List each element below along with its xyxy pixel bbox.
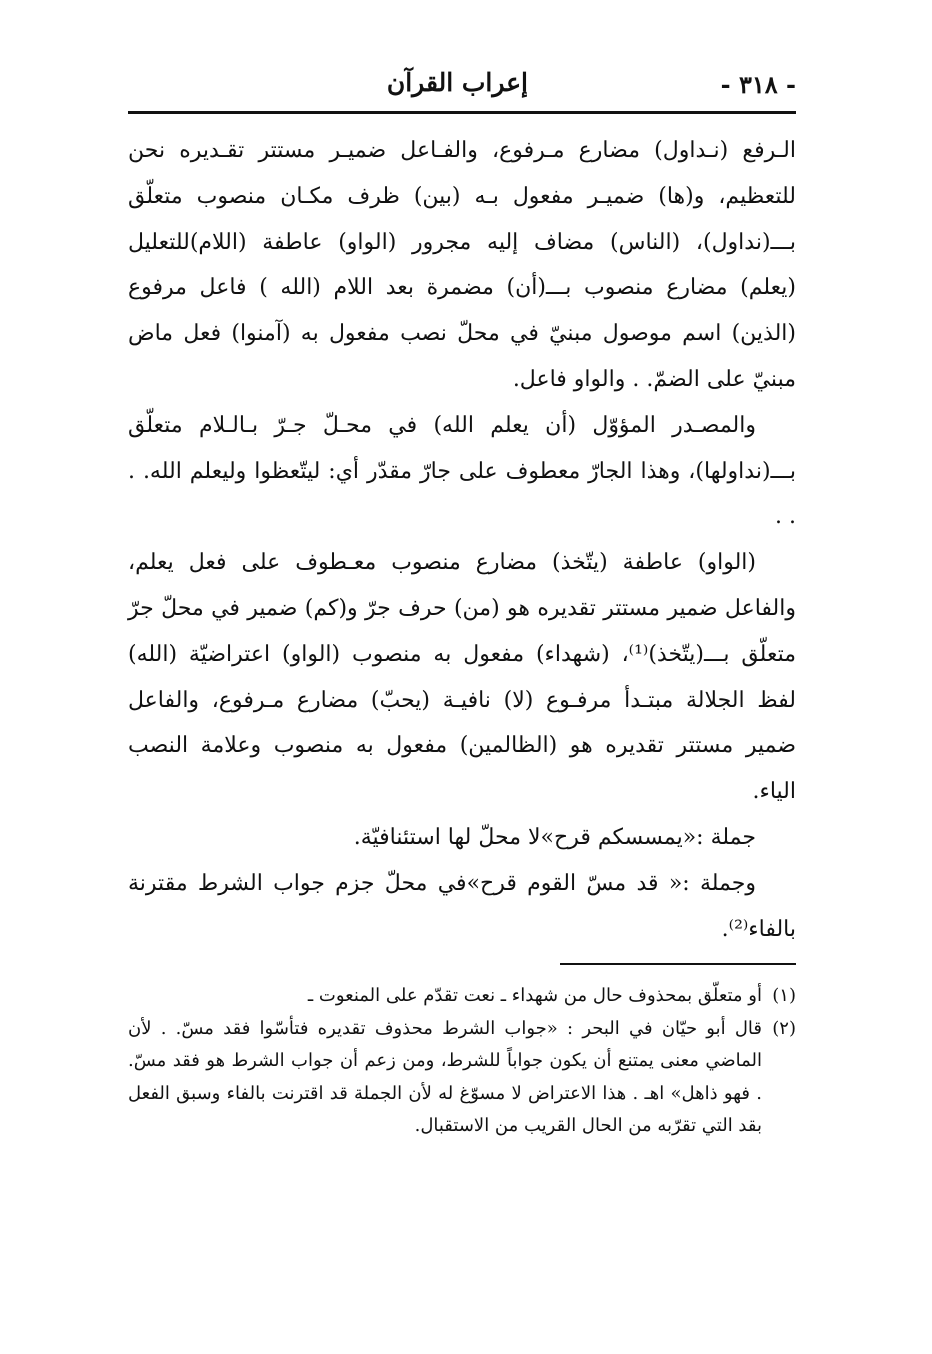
page-header — [128, 66, 796, 114]
footnote-rule — [560, 963, 796, 965]
header-rule — [128, 111, 796, 114]
paragraph: وجملة :« قد مسّ القوم قرح»في محلّ جزم جواب الشرط مقترنة بالفاء⁽²⁾. — [128, 870, 796, 942]
paragraph: (الواو) عاطفة (يتّخذ) مضارع منصوب معـطوف على فعل يعلم، والفاعل ضمير مستتر تقديره هو (من) حرف جرّ و(كم) ضمير في محلّ جرّ متعلّق بـــ(يتّخذ)⁽¹⁾، (شهداء) مفعول به منصوب (الواو) اعتراضيّة (الله) لفظ الجلالة مبتـدأ مرفـوع (لا) نافيـة (يحبّ) مضارع مـرفوع، والفاعل ضمير مستتر تقديره هو (الظالمين) مفعول به منصوب وعلامة النصب الياء. — [128, 550, 796, 805]
footnote-text: قال أبو حيّان في البحر : «جواب الشرط محذوف تقديره فتأسّوا فقد مسّ. . لأن الماضي معنى يمتنع أن يكون جواباً للشرط، ومن زعم أن جواب الشرط هو فقد مسّ. . فهو ذاهل» اهـ . هذا الاعتراض لا مسوّغ له لأن الجملة قد اقترنت بالفاء وسبق الفعل بقد التي تقرّبه من الحال القريب من الاستقبال. — [128, 1017, 762, 1136]
paragraph: والمصـدر المؤوّل (أن يعلم الله) في محـلّ جـرّ بـالـلام متعلّق بـــ(نداولها)، وهذا الجارّ معطوف على جارّ مقدّر أي: ليتّعظوا وليعلم الله. . . . — [128, 412, 796, 530]
book-title: إعراب القرآن — [386, 68, 528, 97]
footnote-text: أو متعلّق بمحذوف حال من شهداء ـ نعت تقدّم على المنعوت ـ — [307, 985, 762, 1006]
main-text — [128, 128, 796, 952]
paragraph: جملة :«يمسسكم قرح»لا محلّ لها استئنافيّة. — [353, 824, 756, 850]
footnote-mark: (٢) — [772, 1017, 796, 1039]
footnote — [128, 1013, 796, 1143]
footnotes — [128, 980, 796, 1143]
footnote — [128, 980, 796, 1013]
paragraph: الـرفع (نـداول) مضارع مـرفوع، والفـاعل ضميـر مستتر تقـديره نحن للتعظيم، و(ها) ضميـر مفعول بـه (بين) ظرف مكـان منصوب متعلّق بـــ(نداول)، (الناس) مضاف إليه مجرور (الواو) عاطفة (اللام)للتعليل (يعلم) مضارع منصوب بـــ(أن) مضمرة بعد اللام (الله ) فاعل مرفوع (الذين) اسم موصول مبنيّ في محلّ نصب مفعول به (آمنوا) فعل ماض مبنيّ على الضمّ. . والواو فاعل. — [128, 138, 796, 392]
footnote-mark: (١) — [772, 985, 796, 1006]
page-number: - ٣١٨ - — [720, 70, 796, 99]
